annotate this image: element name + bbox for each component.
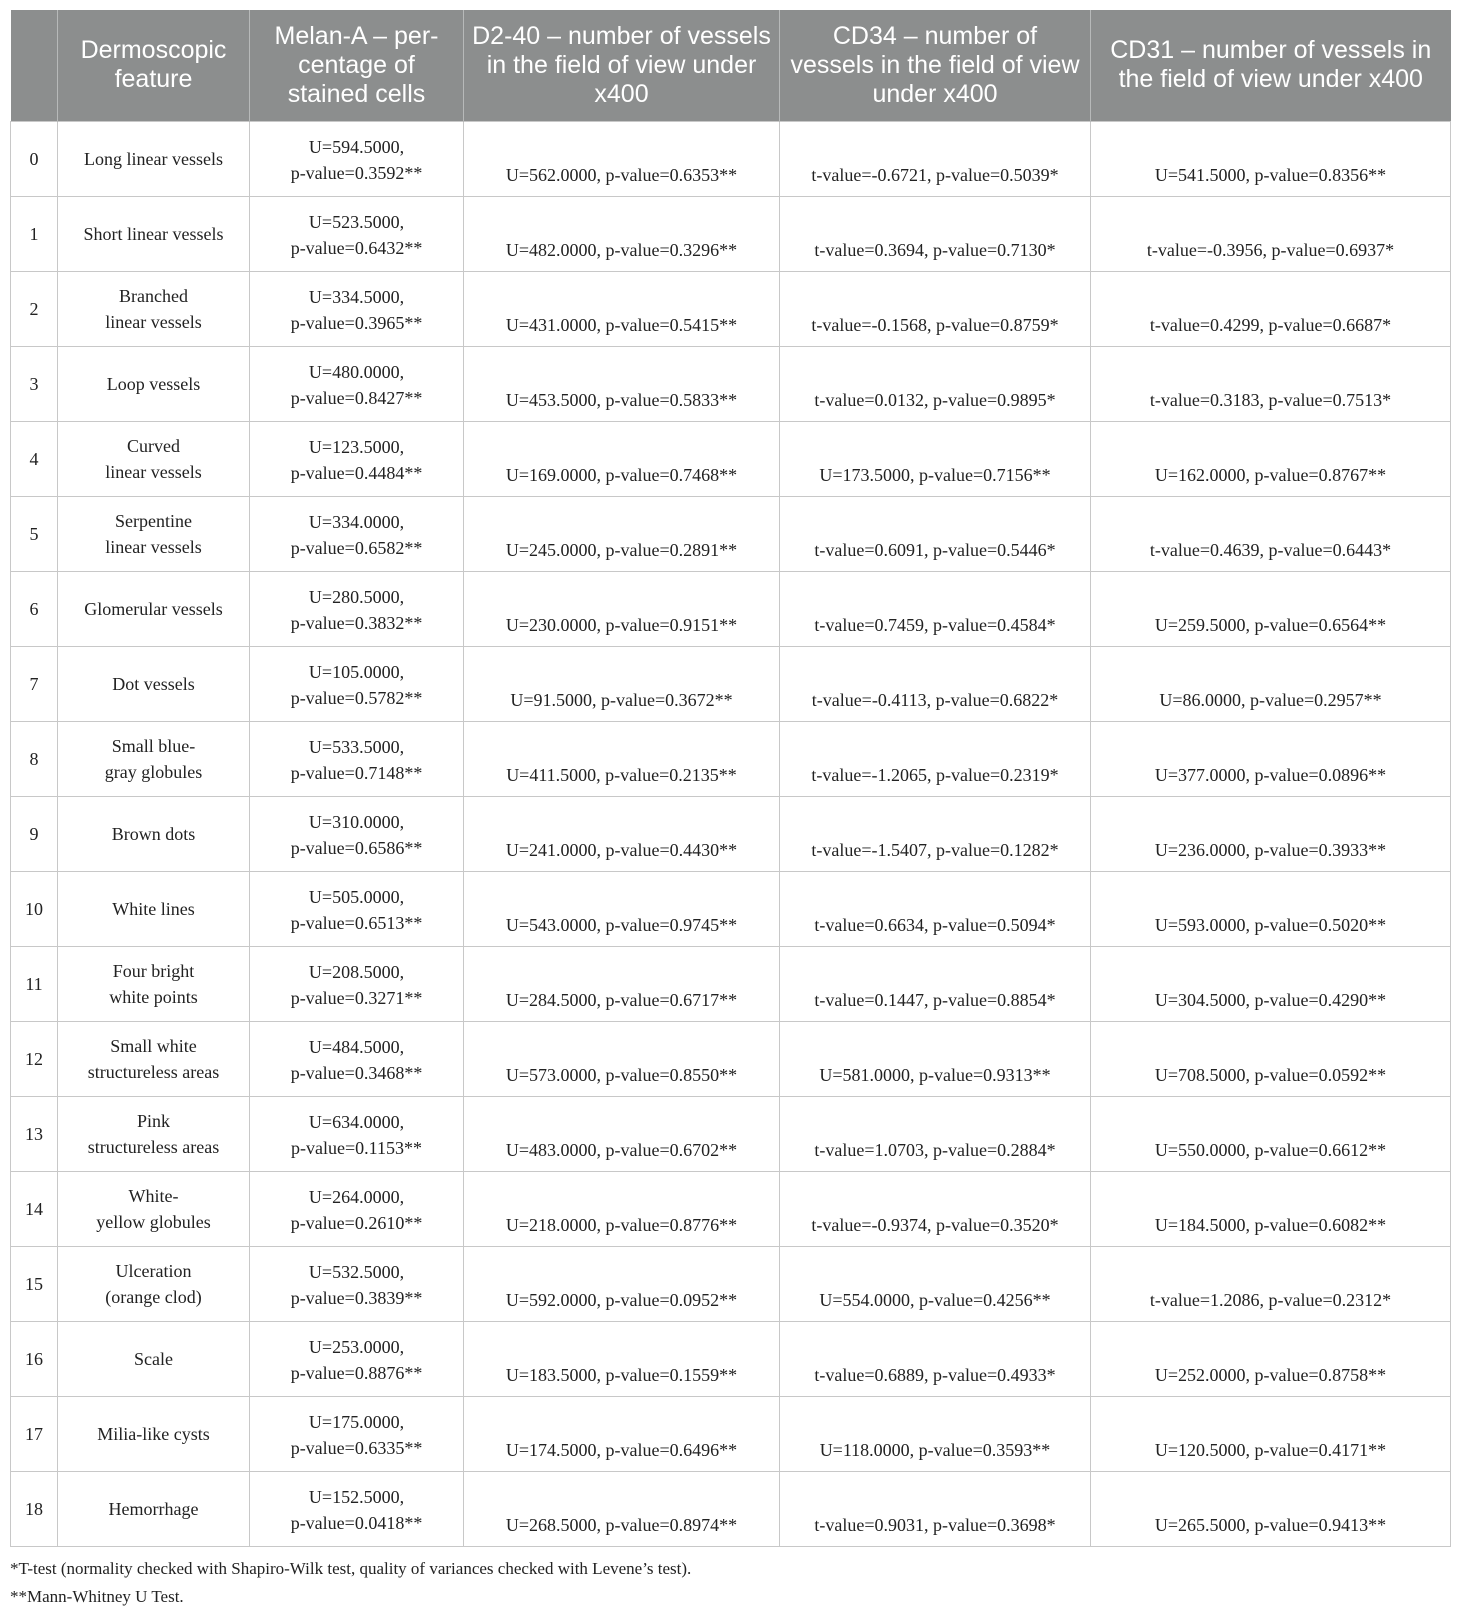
melan-a-cell — [250, 721, 464, 796]
table-row — [11, 1096, 1451, 1171]
cd34-cell: t-value=-0.4113, p-value=0.6822* — [780, 646, 1091, 721]
cd31-cell: U=304.5000, p-value=0.4290** — [1091, 946, 1451, 1021]
feature-cell — [58, 1021, 250, 1096]
d2-40-cell: U=592.0000, p-value=0.0952** — [464, 1246, 780, 1321]
melan-a-line: p-value=0.6586** — [290, 837, 423, 858]
melan-a-line: p-value=0.4484** — [290, 462, 423, 483]
cd34-cell: t-value=0.6091, p-value=0.5446* — [780, 496, 1091, 571]
cd31-cell: U=236.0000, p-value=0.3933** — [1091, 796, 1451, 871]
d2-40-cell: U=183.5000, p-value=0.1559** — [464, 1321, 780, 1396]
feature-line: white points — [109, 986, 198, 1007]
row-index: 0 — [11, 121, 58, 196]
feature-cell — [58, 1396, 250, 1471]
row-index: 6 — [11, 571, 58, 646]
cd34-cell: t-value=0.6889, p-value=0.4933* — [780, 1321, 1091, 1396]
feature-line: Hemorrhage — [108, 1498, 199, 1519]
row-index: 5 — [11, 496, 58, 571]
row-index: 10 — [11, 871, 58, 946]
cd34-cell: U=554.0000, p-value=0.4256** — [780, 1246, 1091, 1321]
d2-40-cell: U=543.0000, p-value=0.9745** — [464, 871, 780, 946]
table-container — [10, 10, 1450, 1611]
melan-a-line: p-value=0.3271** — [290, 987, 423, 1008]
feature-line: yellow globules — [96, 1211, 211, 1232]
table-row — [11, 1321, 1451, 1396]
melan-a-line: U=280.5000, — [308, 586, 405, 607]
cd31-cell: U=184.5000, p-value=0.6082** — [1091, 1171, 1451, 1246]
table-row — [11, 1021, 1451, 1096]
melan-a-line: U=175.0000, — [308, 1411, 405, 1432]
row-index: 3 — [11, 346, 58, 421]
melan-a-line: U=505.0000, — [308, 886, 405, 907]
row-index: 9 — [11, 796, 58, 871]
melan-a-cell — [250, 796, 464, 871]
feature-line: structureless areas — [87, 1136, 220, 1157]
melan-a-line: p-value=0.8876** — [290, 1362, 423, 1383]
d2-40-cell: U=169.0000, p-value=0.7468** — [464, 421, 780, 496]
cd34-cell: t-value=0.3694, p-value=0.7130* — [780, 196, 1091, 271]
melan-a-cell — [250, 271, 464, 346]
cd34-cell: t-value=-0.1568, p-value=0.8759* — [780, 271, 1091, 346]
melan-a-cell — [250, 946, 464, 1021]
row-index: 14 — [11, 1171, 58, 1246]
feature-cell — [58, 571, 250, 646]
table-row — [11, 1246, 1451, 1321]
row-index: 16 — [11, 1321, 58, 1396]
cd34-cell: t-value=-0.6721, p-value=0.5039* — [780, 121, 1091, 196]
cd34-cell: U=173.5000, p-value=0.7156** — [780, 421, 1091, 496]
table-row — [11, 196, 1451, 271]
melan-a-cell — [250, 1471, 464, 1546]
melan-a-line: p-value=0.6335** — [290, 1437, 423, 1458]
feature-line: structureless areas — [87, 1061, 220, 1082]
melan-a-line: p-value=0.3468** — [290, 1062, 423, 1083]
cd34-cell: t-value=0.9031, p-value=0.3698* — [780, 1471, 1091, 1546]
feature-cell — [58, 796, 250, 871]
feature-line: Brown dots — [111, 823, 196, 844]
melan-a-line: p-value=0.8427** — [290, 387, 423, 408]
feature-line: Glomerular vessels — [84, 598, 223, 619]
cd34-cell: t-value=-1.2065, p-value=0.2319* — [780, 721, 1091, 796]
table-row — [11, 721, 1451, 796]
cd34-cell: t-value=0.6634, p-value=0.5094* — [780, 871, 1091, 946]
cd31-cell: U=252.0000, p-value=0.8758** — [1091, 1321, 1451, 1396]
melan-a-cell — [250, 346, 464, 421]
feature-cell — [58, 196, 250, 271]
cd31-cell: U=86.0000, p-value=0.2957** — [1091, 646, 1451, 721]
feature-line: (orange clod) — [105, 1286, 202, 1307]
footnotes — [10, 1555, 1450, 1611]
melan-a-line: p-value=0.6513** — [290, 912, 423, 933]
feature-line: Small white — [110, 1035, 197, 1056]
melan-a-line: U=484.5000, — [308, 1036, 405, 1057]
cd34-cell: t-value=-0.9374, p-value=0.3520* — [780, 1171, 1091, 1246]
feature-cell — [58, 496, 250, 571]
statistics-table — [10, 10, 1451, 1547]
d2-40-cell: U=483.0000, p-value=0.6702** — [464, 1096, 780, 1171]
row-index: 4 — [11, 421, 58, 496]
melan-a-cell — [250, 1246, 464, 1321]
table-body — [11, 121, 1451, 1546]
header-d2-40: D2-40 – number of vessels in the field of view under x400 — [464, 10, 780, 121]
row-index: 2 — [11, 271, 58, 346]
row-index: 7 — [11, 646, 58, 721]
feature-cell — [58, 646, 250, 721]
table-row — [11, 571, 1451, 646]
feature-cell — [58, 1321, 250, 1396]
d2-40-cell: U=453.5000, p-value=0.5833** — [464, 346, 780, 421]
feature-line: Dot vessels — [112, 673, 195, 694]
row-index: 8 — [11, 721, 58, 796]
footnote-t-test: *T-test (normality checked with Shapiro-Wilk test, quality of variances checked with Levene’s test). — [10, 1558, 692, 1578]
cd31-cell: U=377.0000, p-value=0.0896** — [1091, 721, 1451, 796]
melan-a-line: U=105.0000, — [308, 661, 405, 682]
table-row — [11, 1471, 1451, 1546]
feature-line: Serpentine — [115, 510, 192, 531]
cd34-cell: t-value=0.1447, p-value=0.8854* — [780, 946, 1091, 1021]
melan-a-line: p-value=0.6582** — [290, 537, 423, 558]
feature-cell — [58, 1246, 250, 1321]
d2-40-cell: U=218.0000, p-value=0.8776** — [464, 1171, 780, 1246]
melan-a-line: p-value=0.7148** — [290, 762, 423, 783]
d2-40-cell: U=245.0000, p-value=0.2891** — [464, 496, 780, 571]
table-row — [11, 121, 1451, 196]
header-cd31: CD31 – number of vessels in the field of view under x400 — [1091, 10, 1451, 121]
melan-a-line: p-value=0.1153** — [291, 1137, 422, 1158]
feature-line: White lines — [112, 898, 195, 919]
feature-line: Branched — [119, 285, 188, 306]
row-index: 12 — [11, 1021, 58, 1096]
row-index: 1 — [11, 196, 58, 271]
feature-line: Small blue- — [111, 735, 196, 756]
cd31-cell: U=265.5000, p-value=0.9413** — [1091, 1471, 1451, 1546]
cd34-cell: t-value=-1.5407, p-value=0.1282* — [780, 796, 1091, 871]
header-row — [11, 10, 1451, 121]
cd34-cell: t-value=0.0132, p-value=0.9895* — [780, 346, 1091, 421]
melan-a-cell — [250, 1021, 464, 1096]
d2-40-cell: U=482.0000, p-value=0.3296** — [464, 196, 780, 271]
feature-line: Ulceration — [115, 1260, 192, 1281]
d2-40-cell: U=431.0000, p-value=0.5415** — [464, 271, 780, 346]
d2-40-cell: U=573.0000, p-value=0.8550** — [464, 1021, 780, 1096]
feature-cell — [58, 421, 250, 496]
feature-line: Milia-like cysts — [97, 1423, 210, 1444]
feature-cell — [58, 346, 250, 421]
cd31-cell: U=259.5000, p-value=0.6564** — [1091, 571, 1451, 646]
melan-a-cell — [250, 1171, 464, 1246]
cd31-cell: t-value=0.4639, p-value=0.6443* — [1091, 496, 1451, 571]
melan-a-cell — [250, 571, 464, 646]
cd31-cell: t-value=-0.3956, p-value=0.6937* — [1091, 196, 1451, 271]
feature-cell — [58, 1171, 250, 1246]
footnote-mann-whitney: **Mann-Whitney U Test. — [10, 1586, 184, 1606]
cd31-cell: U=120.5000, p-value=0.4171** — [1091, 1396, 1451, 1471]
feature-cell — [58, 121, 250, 196]
feature-cell — [58, 946, 250, 1021]
d2-40-cell: U=284.5000, p-value=0.6717** — [464, 946, 780, 1021]
melan-a-line: p-value=0.5782** — [290, 687, 423, 708]
melan-a-line: U=533.5000, — [308, 736, 405, 757]
feature-cell — [58, 1096, 250, 1171]
header-index — [11, 10, 58, 121]
feature-line: Short linear vessels — [83, 223, 224, 244]
feature-line: linear vessels — [105, 461, 202, 482]
feature-line: gray globules — [104, 761, 203, 782]
row-index: 17 — [11, 1396, 58, 1471]
melan-a-cell — [250, 1321, 464, 1396]
feature-line: White- — [128, 1185, 179, 1206]
table-row — [11, 871, 1451, 946]
melan-a-line: p-value=0.6432** — [290, 237, 423, 258]
feature-line: Four bright — [112, 960, 195, 981]
cd34-cell: U=118.0000, p-value=0.3593** — [780, 1396, 1091, 1471]
row-index: 18 — [11, 1471, 58, 1546]
melan-a-cell — [250, 496, 464, 571]
table-row — [11, 496, 1451, 571]
table-row — [11, 1171, 1451, 1246]
melan-a-line: p-value=0.2610** — [290, 1212, 423, 1233]
melan-a-cell — [250, 121, 464, 196]
row-index: 15 — [11, 1246, 58, 1321]
table-row — [11, 646, 1451, 721]
melan-a-line: U=480.0000, — [308, 361, 405, 382]
feature-line: linear vessels — [105, 536, 202, 557]
melan-a-line: U=594.5000, — [308, 136, 405, 157]
melan-a-line: U=310.0000, — [308, 811, 405, 832]
feature-line: Curved — [127, 435, 180, 456]
melan-a-line: U=253.0000, — [308, 1336, 405, 1357]
melan-a-cell — [250, 871, 464, 946]
cd31-cell: U=593.0000, p-value=0.5020** — [1091, 871, 1451, 946]
table-row — [11, 346, 1451, 421]
melan-a-line: U=208.5000, — [308, 961, 405, 982]
table-row — [11, 796, 1451, 871]
table-row — [11, 271, 1451, 346]
feature-cell — [58, 271, 250, 346]
feature-line: Scale — [134, 1348, 173, 1369]
d2-40-cell: U=174.5000, p-value=0.6496** — [464, 1396, 780, 1471]
cd31-cell: U=541.5000, p-value=0.8356** — [1091, 121, 1451, 196]
melan-a-line: U=334.0000, — [308, 511, 405, 532]
melan-a-line: U=334.5000, — [308, 286, 405, 307]
melan-a-line: p-value=0.3832** — [290, 612, 423, 633]
header-cd34: CD34 – number of vessels in the field of view under x400 — [780, 10, 1091, 121]
cd31-cell: t-value=0.3183, p-value=0.7513* — [1091, 346, 1451, 421]
cd34-cell: U=581.0000, p-value=0.9313** — [780, 1021, 1091, 1096]
table-row — [11, 946, 1451, 1021]
melan-a-cell — [250, 1096, 464, 1171]
feature-line: Long linear vessels — [84, 148, 223, 169]
melan-a-line: U=264.0000, — [308, 1186, 405, 1207]
table-row — [11, 1396, 1451, 1471]
melan-a-cell — [250, 196, 464, 271]
row-index: 11 — [11, 946, 58, 1021]
melan-a-cell — [250, 421, 464, 496]
cd34-cell: t-value=1.0703, p-value=0.2884* — [780, 1096, 1091, 1171]
feature-cell — [58, 721, 250, 796]
melan-a-line: U=152.5000, — [308, 1486, 405, 1507]
melan-a-line: U=523.5000, — [308, 211, 405, 232]
d2-40-cell: U=268.5000, p-value=0.8974** — [464, 1471, 780, 1546]
feature-cell — [58, 1471, 250, 1546]
melan-a-cell — [250, 646, 464, 721]
melan-a-line: U=634.0000, — [308, 1111, 405, 1132]
d2-40-cell: U=241.0000, p-value=0.4430** — [464, 796, 780, 871]
feature-cell — [58, 871, 250, 946]
cd31-cell: t-value=0.4299, p-value=0.6687* — [1091, 271, 1451, 346]
cd31-cell: U=162.0000, p-value=0.8767** — [1091, 421, 1451, 496]
d2-40-cell: U=562.0000, p-value=0.6353** — [464, 121, 780, 196]
melan-a-line: p-value=0.3965** — [290, 312, 423, 333]
melan-a-line: p-value=0.3592** — [290, 162, 423, 183]
d2-40-cell: U=230.0000, p-value=0.9151** — [464, 571, 780, 646]
melan-a-line: p-value=0.0418** — [290, 1512, 423, 1533]
feature-line: Pink — [136, 1110, 170, 1131]
cd31-cell: t-value=1.2086, p-value=0.2312* — [1091, 1246, 1451, 1321]
feature-line: linear vessels — [105, 311, 202, 332]
row-index: 13 — [11, 1096, 58, 1171]
melan-a-line: U=123.5000, — [308, 436, 405, 457]
header-feature: Dermoscopic feature — [58, 10, 250, 121]
cd31-cell: U=708.5000, p-value=0.0592** — [1091, 1021, 1451, 1096]
melan-a-cell — [250, 1396, 464, 1471]
cd34-cell: t-value=0.7459, p-value=0.4584* — [780, 571, 1091, 646]
d2-40-cell: U=91.5000, p-value=0.3672** — [464, 646, 780, 721]
cd31-cell: U=550.0000, p-value=0.6612** — [1091, 1096, 1451, 1171]
melan-a-line: U=532.5000, — [308, 1261, 405, 1282]
table-row — [11, 421, 1451, 496]
feature-line: Loop vessels — [106, 373, 201, 394]
header-melan-a: Melan-A – per-centage of stained cells — [250, 10, 464, 121]
melan-a-line: p-value=0.3839** — [290, 1287, 423, 1308]
d2-40-cell: U=411.5000, p-value=0.2135** — [464, 721, 780, 796]
